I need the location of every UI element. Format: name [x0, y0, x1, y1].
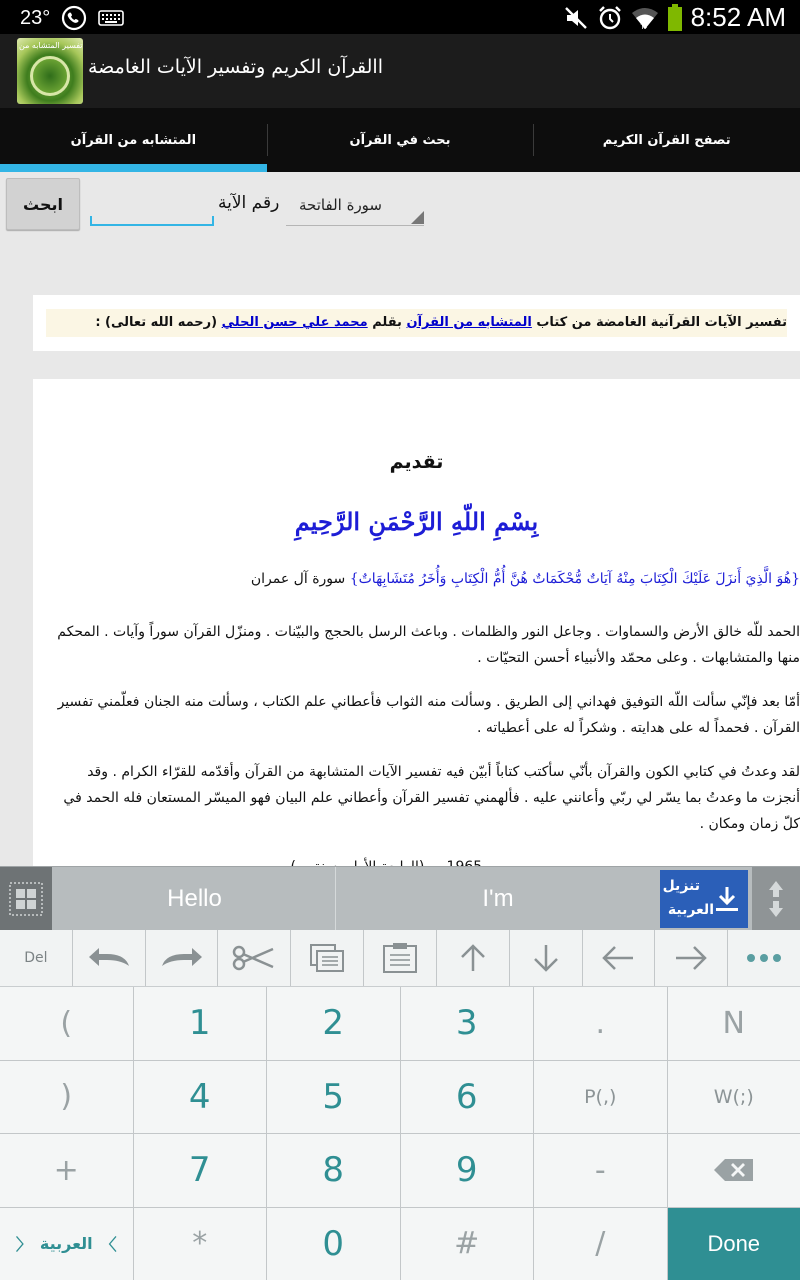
key-9[interactable]: 9: [401, 1134, 534, 1207]
suggestion-1[interactable]: Hello: [54, 867, 336, 931]
suggestion-bar: [0, 866, 800, 930]
edit-toolbar: [0, 930, 800, 986]
article: [33, 379, 800, 899]
key-4[interactable]: 4: [134, 1061, 267, 1134]
quran-emblem-icon: [30, 56, 70, 96]
alarm-icon: [597, 5, 623, 31]
tab-browse-quran[interactable]: تصفح القرآن الكريم: [533, 108, 800, 172]
paragraph: لقد وعدتُ في كتابي الكون والقرآن بأنّي سأكتب كتاباً أبيّن فيه تفسير الآيات المتشابهة من القرآن وأقدّمه للقرّاء الكرام . وقد أنجزت ما وعدتُ بما يسّر لي ربّي وأعانني عليه . فألهمني تفسير القرآن وأعطاني علم البيان فهو الميسّر المستعان فله الحمد في كلّ زمان ومكان .: [63, 764, 800, 832]
viber-icon: [60, 4, 88, 32]
language-switch-key[interactable]: [0, 1208, 133, 1280]
surah-dropdown[interactable]: [286, 186, 424, 226]
surah-dropdown-value: سورة الفاتحة: [299, 196, 382, 214]
key-hash[interactable]: #: [401, 1208, 534, 1280]
wifi-icon: [631, 5, 659, 31]
clock: 8:52 AM: [690, 2, 786, 32]
suggestion-2[interactable]: I'm: [482, 885, 514, 912]
app-title: االقرآن الكريم وتفسير الآيات الغامضة: [88, 56, 383, 78]
action-bar: [0, 34, 800, 108]
paste-icon[interactable]: [364, 930, 436, 986]
copy-icon[interactable]: [291, 930, 363, 986]
temperature: 23°: [20, 6, 51, 29]
grid-icon[interactable]: [0, 867, 52, 931]
app-icon-caption: تفسير المتشابه من: [19, 41, 83, 50]
paragraph: الحمد للّه خالق الأرض والسماوات . وجاعل النور والظلمات . وباعث الرسل بالحجج والبيّنات . ومنزّل القرآن سوراً وآيات . المحكم منها والمتشابهات . وعلى محمّد والأنبياء أحسن التحيّات .: [57, 624, 800, 666]
download-language: العربية: [667, 902, 714, 918]
download-label: تنزيل: [662, 878, 700, 894]
language-label: العربية: [39, 1234, 93, 1254]
ayah-number-label: رقم الآية: [218, 193, 280, 213]
more-icon[interactable]: [728, 930, 800, 986]
key-2[interactable]: 2: [267, 987, 400, 1060]
key-slash[interactable]: /: [534, 1208, 667, 1280]
undo-icon[interactable]: [73, 930, 145, 986]
key-1[interactable]: 1: [134, 987, 267, 1060]
done-button[interactable]: Done: [668, 1208, 800, 1280]
key-7[interactable]: 7: [134, 1134, 267, 1207]
redo-icon[interactable]: [146, 930, 218, 986]
status-bar: [0, 0, 800, 34]
key-open-paren[interactable]: (: [0, 987, 133, 1060]
quran-verse: [40, 571, 800, 587]
key-5[interactable]: 5: [267, 1061, 400, 1134]
search-button[interactable]: ابحث: [6, 178, 80, 230]
key-6[interactable]: 6: [401, 1061, 534, 1134]
main-content: [0, 172, 800, 866]
banner-box: [33, 295, 800, 351]
key-wait[interactable]: W(;): [668, 1061, 800, 1134]
key-asterisk[interactable]: *: [134, 1208, 267, 1280]
key-period[interactable]: .: [534, 987, 667, 1060]
backspace-icon[interactable]: [668, 1134, 800, 1207]
tab-mutashabih[interactable]: المتشابه من القرآن: [0, 108, 267, 172]
chevron-left-icon: 〈: [15, 1235, 32, 1255]
tab-bar: [0, 108, 800, 172]
verse-text: {هُوَ الَّذِيَ أَنزَلَ عَلَيْكَ الْكِتَابَ مِنْهُ آيَاتٌ مُّحْكَمَاتٌ هُنَّ أُمُّ الْكِتَابِ وَأُخَرُ مُتَشَابِهَاتٌ}: [349, 571, 800, 587]
chevron-right-icon: 〉: [100, 1235, 117, 1255]
key-n[interactable]: N: [668, 987, 800, 1060]
arrow-left-icon[interactable]: [583, 930, 655, 986]
dropdown-triangle-icon: [411, 211, 424, 224]
key-minus[interactable]: -: [534, 1134, 667, 1207]
expand-suggestions-icon[interactable]: [752, 867, 800, 931]
key-close-paren[interactable]: ): [0, 1061, 133, 1134]
download-icon: [714, 884, 740, 918]
tab-search-quran[interactable]: بحث في القرآن: [267, 108, 534, 172]
key-3[interactable]: 3: [401, 987, 534, 1060]
banner-suffix: (رحمه الله تعالى) :: [95, 315, 222, 330]
battery-icon: [667, 4, 683, 32]
cut-icon[interactable]: [218, 930, 290, 986]
banner-prefix: تفسير الآيات القرآنية الغامضة من كتاب: [531, 315, 787, 330]
arrow-right-icon[interactable]: [655, 930, 727, 986]
key-pause[interactable]: P(,): [534, 1061, 667, 1134]
article-heading: تقديم: [389, 451, 444, 473]
key-0[interactable]: 0: [267, 1208, 400, 1280]
paragraph: أمّا بعد فإنّي سألت اللّه التوفيق فهداني إلى الطريق . وسألت منه الثواب فأعطاني علم الكتاب ، وسألت منه الجنان فعلّمني تفسير القرآن . فحمداً له على هدايته . وشكراً له على أعطياته .: [57, 694, 800, 736]
key-plus[interactable]: +: [0, 1134, 133, 1207]
del-key[interactable]: Del: [0, 930, 72, 986]
keyboard-icon: [98, 8, 124, 28]
mute-icon: [563, 5, 589, 31]
basmala: بِسْمِ اللّهِ الرَّحْمَنِ الرَّحِيمِ: [294, 507, 539, 536]
arrow-up-icon[interactable]: [437, 930, 509, 986]
intro-banner: [46, 309, 787, 337]
arrow-down-icon[interactable]: [510, 930, 582, 986]
svg-text:⇅: ⇅: [639, 21, 648, 32]
author-link[interactable]: محمد علي حسن الحلي: [221, 315, 368, 330]
download-arabic-button[interactable]: [660, 870, 748, 928]
soft-keyboard: [0, 866, 800, 1280]
numeric-keypad: [0, 987, 800, 1280]
banner-by: بقلم: [367, 315, 407, 330]
book-link[interactable]: المتشابه من القرآن: [406, 315, 532, 330]
ayah-number-input[interactable]: [90, 186, 214, 226]
key-8[interactable]: 8: [267, 1134, 400, 1207]
verse-source: سورة آل عمران: [250, 571, 350, 587]
app-icon[interactable]: [17, 38, 83, 104]
